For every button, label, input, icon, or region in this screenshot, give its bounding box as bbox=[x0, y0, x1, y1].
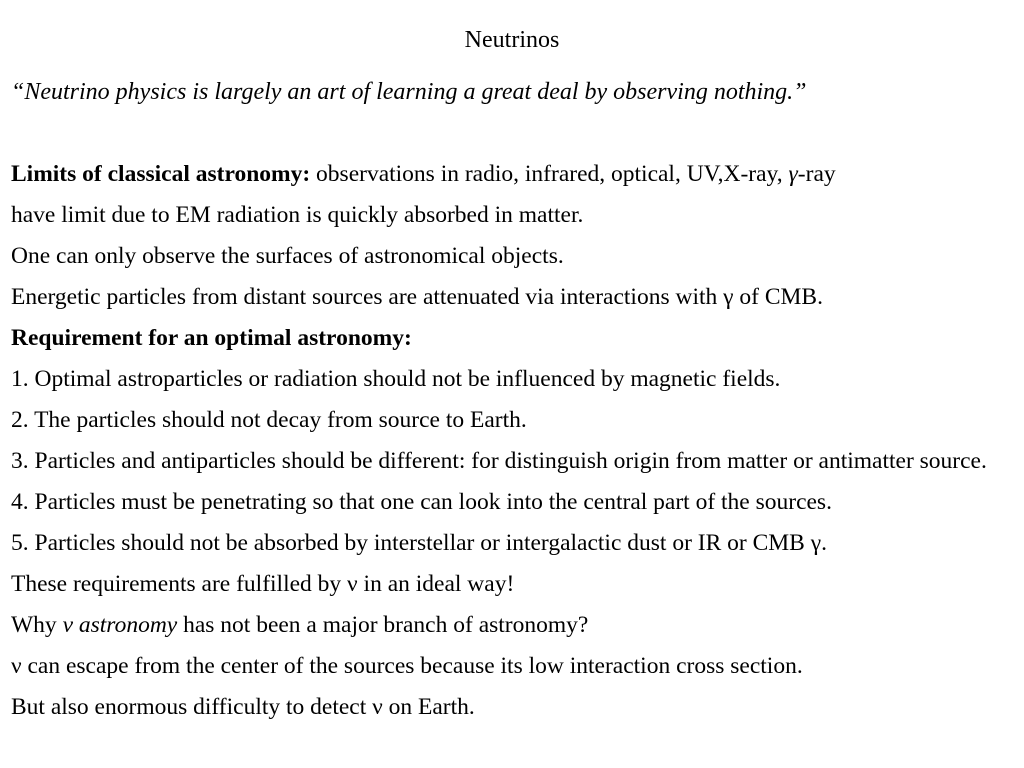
requirement-item-4: 4. Particles must be penetrating so that one can look into the central part of the sources. bbox=[11, 489, 832, 515]
requirement-heading-text: Requirement for an optimal astronomy: bbox=[11, 325, 412, 351]
limits-ray-suffix: -ray bbox=[797, 161, 836, 187]
difficulty-line: But also enormous difficulty to detect ν on Earth. bbox=[11, 694, 475, 720]
limits-heading: Limits of classical astronomy: bbox=[11, 161, 311, 187]
slide-title: Neutrinos bbox=[464, 27, 560, 53]
requirement-heading bbox=[11, 322, 1016, 354]
energetic-line: Energetic particles from distant sources are attenuated via interactions with γ of CMB. bbox=[11, 284, 823, 310]
fulfilled-line: These requirements are fulfilled by ν in an ideal way! bbox=[11, 571, 515, 597]
limits-line-2: have limit due to EM radiation is quickly absorbed in matter. bbox=[11, 202, 584, 228]
gamma-symbol: γ bbox=[788, 161, 798, 187]
why-prefix: Why bbox=[11, 612, 63, 638]
requirement-item-1: 1. Optimal astroparticles or radiation should not be influenced by magnetic fields. bbox=[11, 366, 781, 392]
requirement-item-3: 3. Particles and antiparticles should be different: for distinguish origin from matter or antimatter source. bbox=[11, 448, 987, 474]
limits-line-1 bbox=[11, 158, 1016, 190]
why-italic: ν astronomy bbox=[62, 612, 178, 638]
escape-line: ν can escape from the center of the sources because its low interaction cross section. bbox=[11, 653, 803, 679]
why-suffix: has not been a major branch of astronomy? bbox=[177, 612, 589, 638]
limits-text: observations in radio, infrared, optical, UV,X-ray, bbox=[310, 161, 789, 187]
requirement-item-2: 2. The particles should not decay from source to Earth. bbox=[11, 407, 527, 433]
surfaces-line: One can only observe the surfaces of astronomical objects. bbox=[11, 243, 564, 269]
requirement-item-5: 5. Particles should not be absorbed by interstellar or intergalactic dust or IR or CMB γ. bbox=[11, 530, 827, 556]
why-line bbox=[11, 609, 1016, 641]
quote-text: “Neutrino physics is largely an art of learning a great deal by observing nothing.” bbox=[11, 79, 807, 105]
slide-body bbox=[11, 158, 1016, 732]
